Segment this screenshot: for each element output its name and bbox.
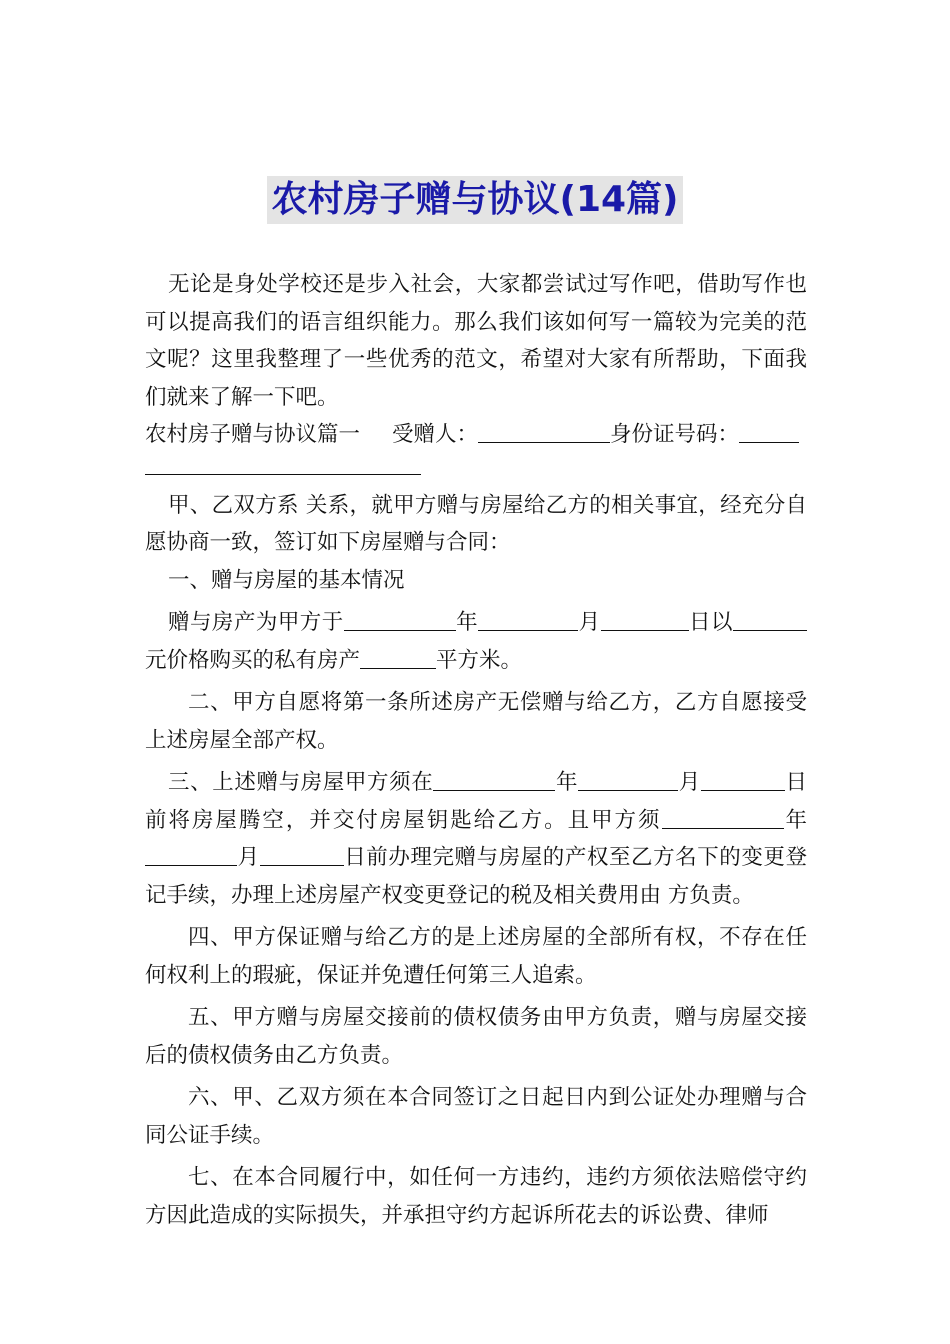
document-body xyxy=(145,266,807,1234)
area-blank xyxy=(360,646,436,669)
recipient-line xyxy=(145,416,807,454)
id-blank-continued xyxy=(145,454,421,475)
id-blank xyxy=(739,420,799,443)
transfer-year-blank xyxy=(662,806,784,829)
clause-3: 三、上述赠与房屋甲方须在 年 月 日前将房屋腾空，并交付房屋钥匙给乙方。且甲方须 年月 日前办理完赠与房屋的产权至乙方名下的变更登记手续，办理上述房屋产权变更登记的税及相关费用由 方负责。 xyxy=(145,770,807,908)
purchase-month-blank xyxy=(478,608,578,631)
vacate-day-blank xyxy=(701,768,785,791)
price-blank xyxy=(733,608,787,631)
price-blank-continued xyxy=(787,608,807,631)
clause-1-heading: 一、赠与房屋的基本情况 xyxy=(168,567,405,593)
document-title: 农村房子赠与协议(14篇) xyxy=(267,176,682,224)
clause-2: 二、甲方自愿将第一条所述房产无偿赠与给乙方，乙方自愿接受上述房屋全部产权。 xyxy=(145,690,807,753)
section-heading: 农村房子赠与协议篇一 xyxy=(145,422,361,447)
relation-paragraph: 甲、乙双方系 关系，就甲方赠与房屋给乙方的相关事宜，经充分自愿协商一致，签订如下房屋赠与合同： xyxy=(145,492,807,555)
clause-5: 五、甲方赠与房屋交接前的债权债务由甲方负责，赠与房屋交接后的债权债务由乙方负责。 xyxy=(145,1005,807,1068)
recipient-label: 受赠人： xyxy=(392,422,479,447)
intro-paragraph: 无论是身处学校还是步入社会，大家都尝试过写作吧，借助写作也可以提高我们的语言组织能力。那么我们该如何写一篇较为完美的范文呢？这里我整理了一些优秀的范文，希望对大家有所帮助，下面我们就来了解一下吧。 xyxy=(145,272,807,410)
title-container xyxy=(0,176,950,224)
clause-4: 四、甲方保证赠与给乙方的是上述房屋的全部所有权，不存在任何权利上的瑕疵，保证并免遭任何第三人追索。 xyxy=(145,925,807,988)
vacate-year-blank xyxy=(433,768,555,791)
clause-1: 赠与房产为甲方于 年 月 日以元价格购买的私有房产 平方米。 xyxy=(145,604,807,679)
purchase-year-blank xyxy=(344,608,456,631)
id-label: 身份证号码： xyxy=(610,422,740,447)
clause-7: 七、在本合同履行中，如任何一方违约，违约方须依法赔偿守约方因此造成的实际损失，并承担守约方起诉所花去的诉讼费、律师 xyxy=(145,1165,807,1228)
recipient-blank xyxy=(478,420,610,443)
vacate-month-blank xyxy=(578,768,678,791)
purchase-day-blank xyxy=(601,608,689,631)
clause-6: 六、甲、乙双方须在本合同签订之日起日内到公证处办理赠与合同公证手续。 xyxy=(145,1085,807,1148)
transfer-month-blank xyxy=(145,843,237,866)
transfer-day-blank xyxy=(260,843,344,866)
